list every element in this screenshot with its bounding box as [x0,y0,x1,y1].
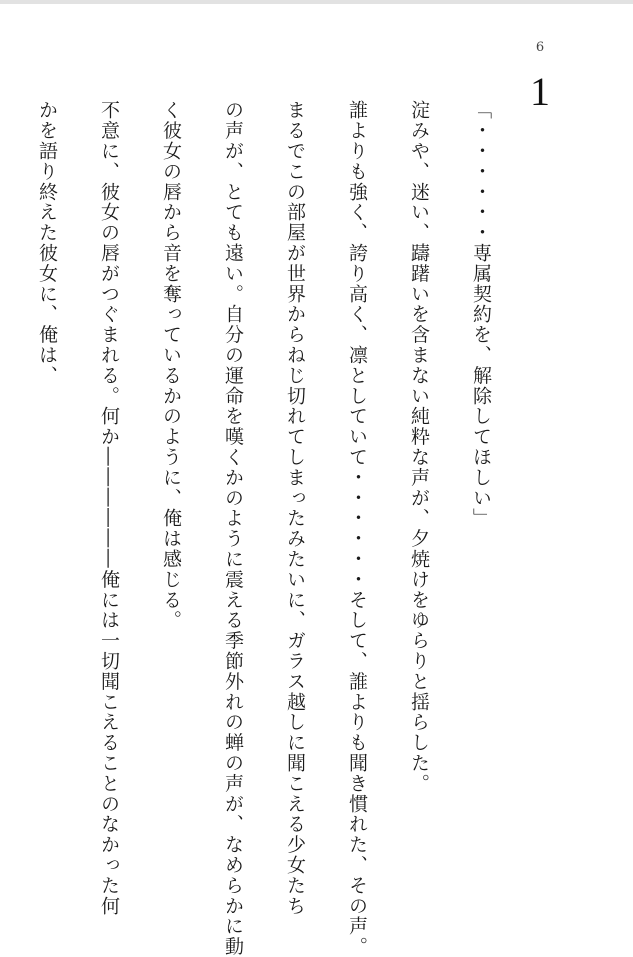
paragraph-line: かを語り終えた彼女に、俺は、 [36,100,58,386]
paragraph-line: まるでこの部屋が世界からねじ切れてしまったみたいに、ガラス越しに聞こえる少女たち [284,100,306,916]
paragraph-line: 「・・・・・・専属契約を、解除してほしい」 [470,100,492,529]
top-edge-rule [0,0,633,4]
paragraph-line: 淀みや、迷い、躊躇いを含まない純粋な声が、夕焼けをゆらりと揺らした。 [408,100,430,794]
paragraph-line: の声が、とても遠い。自分の運命を嘆くかのように震える季節外れの蝉の声が、なめらかに動 [222,100,244,957]
paragraph-line: く彼女の唇から音を奪っているかのように、俺は感じる。 [160,100,182,631]
page-number: 6 [535,40,545,55]
chapter-number: 1 [530,69,550,114]
paragraph-line: 誰よりも強く、誇り高く、凛としていて・・・・・・そして、誰よりも聞き慣れた、その声。 [346,100,368,957]
paragraph-line: 不意に、彼女の唇がつぐまれる。何か――――――俺には一切聞こえることのなかった何 [98,100,120,916]
body-text [0,100,527,957]
